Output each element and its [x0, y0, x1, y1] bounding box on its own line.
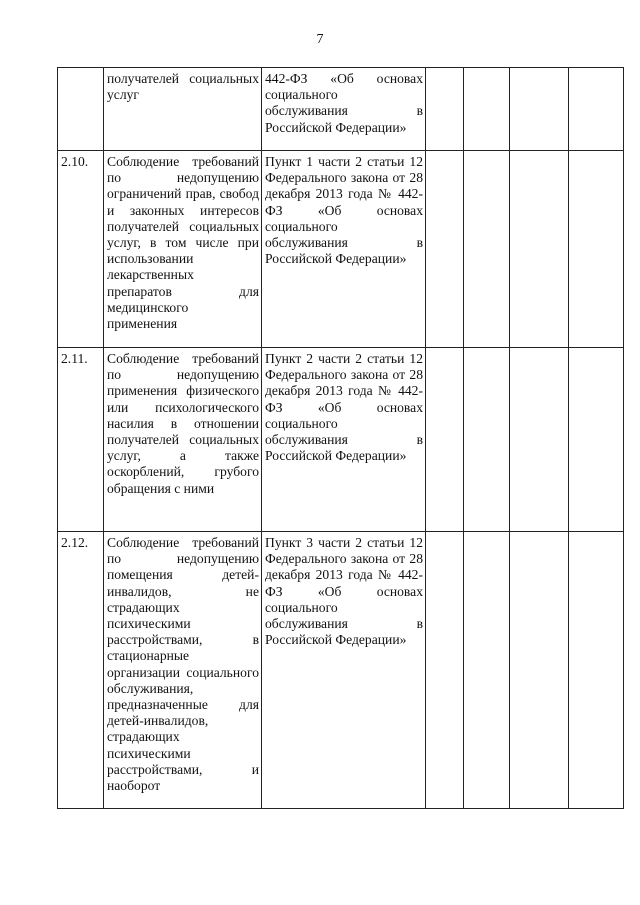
- requirement-cell: Соблюдение требований по недопущению применения физического или психологического насилия в отношении получателей социальных услуг, а также оскорблений, грубого обращения с ними: [104, 348, 262, 532]
- answer-cell-yes[interactable]: [426, 68, 464, 151]
- answer-cell-yes[interactable]: [426, 348, 464, 532]
- legal-basis-cell: 442-ФЗ «Об основах социального обслуживания в Российской Федерации»: [262, 68, 426, 151]
- table-row: [58, 532, 624, 809]
- notes-cell[interactable]: [569, 151, 624, 348]
- answer-cell-yes[interactable]: [426, 151, 464, 348]
- notes-cell[interactable]: [569, 532, 624, 809]
- answer-cell-no[interactable]: [464, 68, 510, 151]
- answer-cell-not-applicable[interactable]: [510, 532, 569, 809]
- answer-cell-yes[interactable]: [426, 532, 464, 809]
- row-number: 2.11.: [58, 348, 104, 532]
- answer-cell-no[interactable]: [464, 151, 510, 348]
- page-number: 7: [316, 32, 324, 47]
- legal-basis-cell: Пункт 2 части 2 статьи 12 Федерального закона от 28 декабря 2013 года № 442-ФЗ «Об основах социального обслуживания в Российской Федерации»: [262, 348, 426, 532]
- answer-cell-not-applicable[interactable]: [510, 151, 569, 348]
- checklist-table: [57, 67, 624, 809]
- answer-cell-no[interactable]: [464, 532, 510, 809]
- row-number: 2.12.: [58, 532, 104, 809]
- table-row: [58, 68, 624, 151]
- requirement-cell: Соблюдение требований по недопущению помещения детей-инвалидов, не страдающих психическими расстройствами, в стационарные организации социального обслуживания, предназначенные для детей-инвалидов, страдающих психическими расстройствами, и наоборот: [104, 532, 262, 809]
- legal-basis-cell: Пункт 3 части 2 статьи 12 Федерального закона от 28 декабря 2013 года № 442-ФЗ «Об основах социального обслуживания в Российской Федерации»: [262, 532, 426, 809]
- row-number: 2.10.: [58, 151, 104, 348]
- answer-cell-no[interactable]: [464, 348, 510, 532]
- requirement-cell: Соблюдение требований по недопущению ограничений прав, свобод и законных интересов получателей социальных услуг, в том числе при использовании лекарственных препаратов для медицинского применения: [104, 151, 262, 348]
- answer-cell-not-applicable[interactable]: [510, 68, 569, 151]
- row-number: [58, 68, 104, 151]
- table-row: [58, 348, 624, 532]
- legal-basis-cell: Пункт 1 части 2 статьи 12 Федерального закона от 28 декабря 2013 года № 442-ФЗ «Об основах социального обслуживания в Российской Федерации»: [262, 151, 426, 348]
- notes-cell[interactable]: [569, 348, 624, 532]
- table-row: [58, 151, 624, 348]
- notes-cell[interactable]: [569, 68, 624, 151]
- requirement-cell: получателей социальных услуг: [104, 68, 262, 151]
- answer-cell-not-applicable[interactable]: [510, 348, 569, 532]
